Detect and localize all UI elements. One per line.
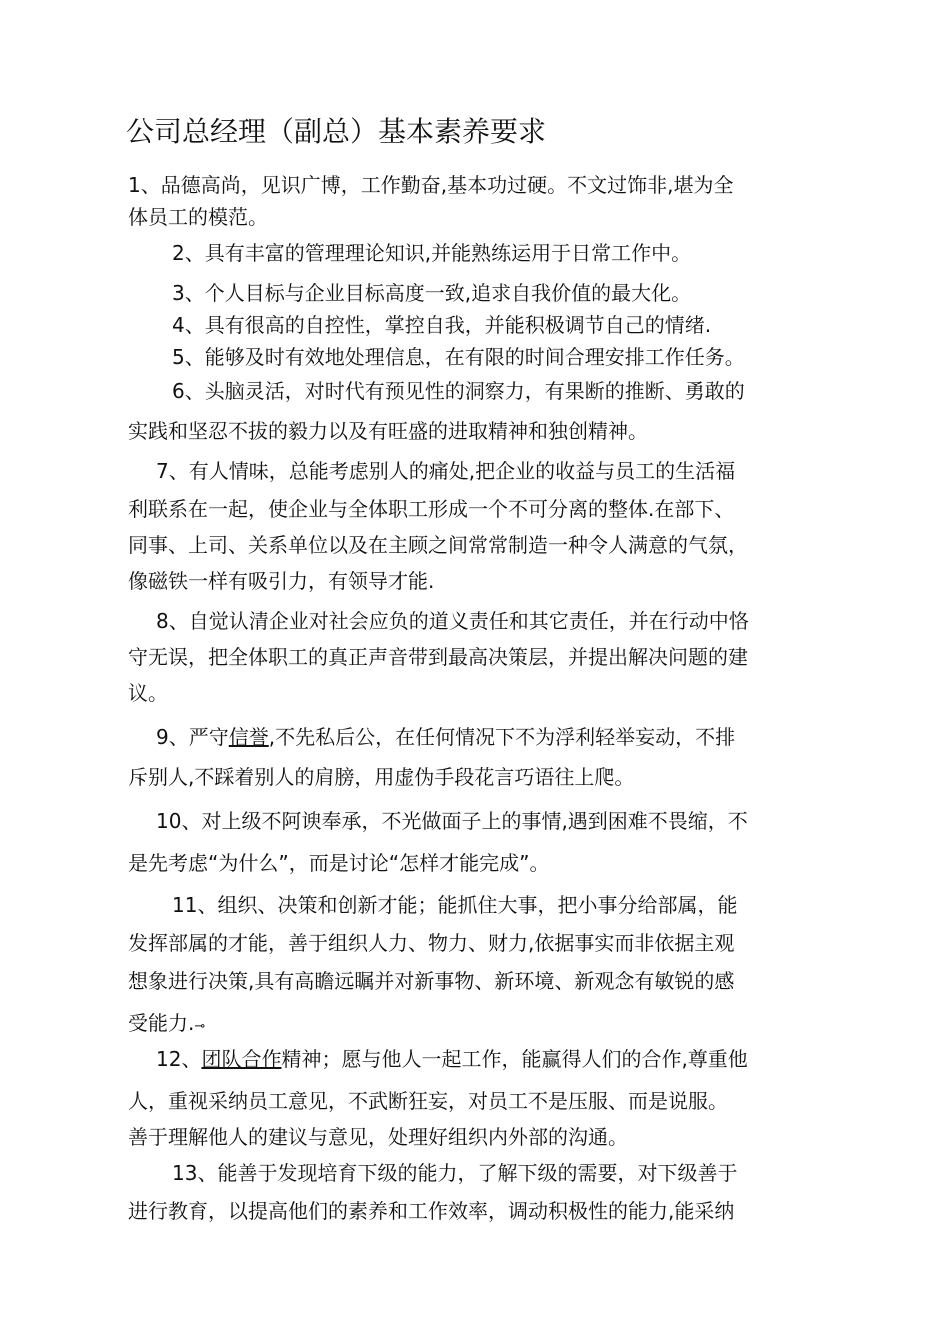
item-7-line-3: 同事、上司、关系单位以及在主顾之间常常制造一种令人满意的气氛， [128, 533, 748, 557]
item-12-suffix: 精神；愿与他人一起工作，能赢得人们的合作,尊重他 [281, 1047, 748, 1071]
item-2-line-1: 2、具有丰富的管理理论知识,并能熟练运用于日常工作中。 [172, 241, 692, 265]
item-11-line-2: 发挥部属的才能，善于组织人力、物力、财力,依据事实而非依据主观 [128, 931, 735, 955]
item-13-line-2: 进行教育，以提高他们的素养和工作效率，调动积极性的能力,能采纳 [128, 1199, 735, 1223]
item-12-line-2: 人，重视采纳员工意见，不武断狂妄，对员工不是压服、而是说服。 [128, 1089, 728, 1113]
item-8-line-2: 守无误，把全体职工的真正声音带到最高决策层，并提出解决问题的建 [128, 645, 748, 669]
item-9-suffix: ,不先私后公，在任何情况下不为浮利轻举妄动，不排 [268, 725, 736, 749]
item-12-underlined-term: 团队合作 [201, 1047, 282, 1071]
item-9-line-2: 斥别人,不踩着别人的肩膀，用虚伪手段花言巧语往上爬。 [128, 765, 635, 789]
item-12-line-3: 善于理解他人的建议与意见，处理好组织内外部的沟通。 [128, 1125, 628, 1149]
item-8-line-1: 8、自觉认清企业对社会应负的道义责任和其它责任，并在行动中恪 [156, 609, 749, 633]
item-1-line-2: 体员工的模范。 [128, 205, 268, 229]
item-11-line-1: 11、组织、决策和创新才能；能抓住大事，把小事分给部属，能 [172, 893, 738, 917]
item-9-line-1 [156, 722, 735, 752]
item-9-prefix: 9、严守 [156, 725, 229, 749]
item-11-line-4 [128, 1008, 205, 1042]
item-7-line-4: 像磁铁一样有吸引力，有领导才能. [128, 569, 435, 593]
paragraph-mark-icon: ⊸ [194, 1019, 206, 1034]
item-7-line-2: 利联系在一起，使企业与全体职工形成一个不可分离的整体.在部下、 [128, 497, 735, 521]
item-9-underlined-term: 信誉 [228, 725, 269, 749]
page-title: 公司总经理（副总）基本素养要求 [126, 115, 547, 148]
item-3-line-1: 3、个人目标与企业目标高度一致,追求自我价值的最大化。 [172, 281, 692, 305]
item-12-line-1 [156, 1044, 748, 1074]
item-13-line-1: 13、能善于发现培育下级的能力，了解下级的需要，对下级善于 [172, 1161, 738, 1185]
item-12-prefix: 12、 [156, 1047, 202, 1071]
item-11-line-3: 想象进行决策,具有高瞻远瞩并对新事物、新环境、新观念有敏锐的感 [128, 969, 735, 993]
item-7-line-1: 7、有人情味，总能考虑别人的痛处,把企业的收益与员工的生活福 [156, 459, 736, 483]
item-8-line-3: 议。 [128, 681, 168, 705]
item-10-line-2: 是先考虑“为什么”，而是讨论“怎样才能完成”。 [128, 851, 550, 875]
item-6-line-2: 实践和坚忍不拔的毅力以及有旺盛的进取精神和独创精神。 [128, 419, 648, 443]
item-5-line-1: 5、能够及时有效地处理信息，在有限的时间合理安排工作任务。 [172, 345, 745, 369]
item-11-line-4-text: 受能力. [128, 1011, 195, 1035]
item-10-line-1: 10、对上级不阿谀奉承，不光做面子上的事情,遇到困难不畏缩，不 [156, 809, 748, 833]
item-1-line-1: 1、品德高尚，见识广博，工作勤奋,基本功过硬。不文过饰非,堪为全 [128, 173, 734, 197]
item-6-line-1: 6、头脑灵活，对时代有预见性的洞察力，有果断的推断、勇敢的 [172, 379, 745, 403]
item-4-line-1: 4、具有很高的自控性，掌控自我，并能积极调节自己的情绪. [172, 313, 712, 337]
